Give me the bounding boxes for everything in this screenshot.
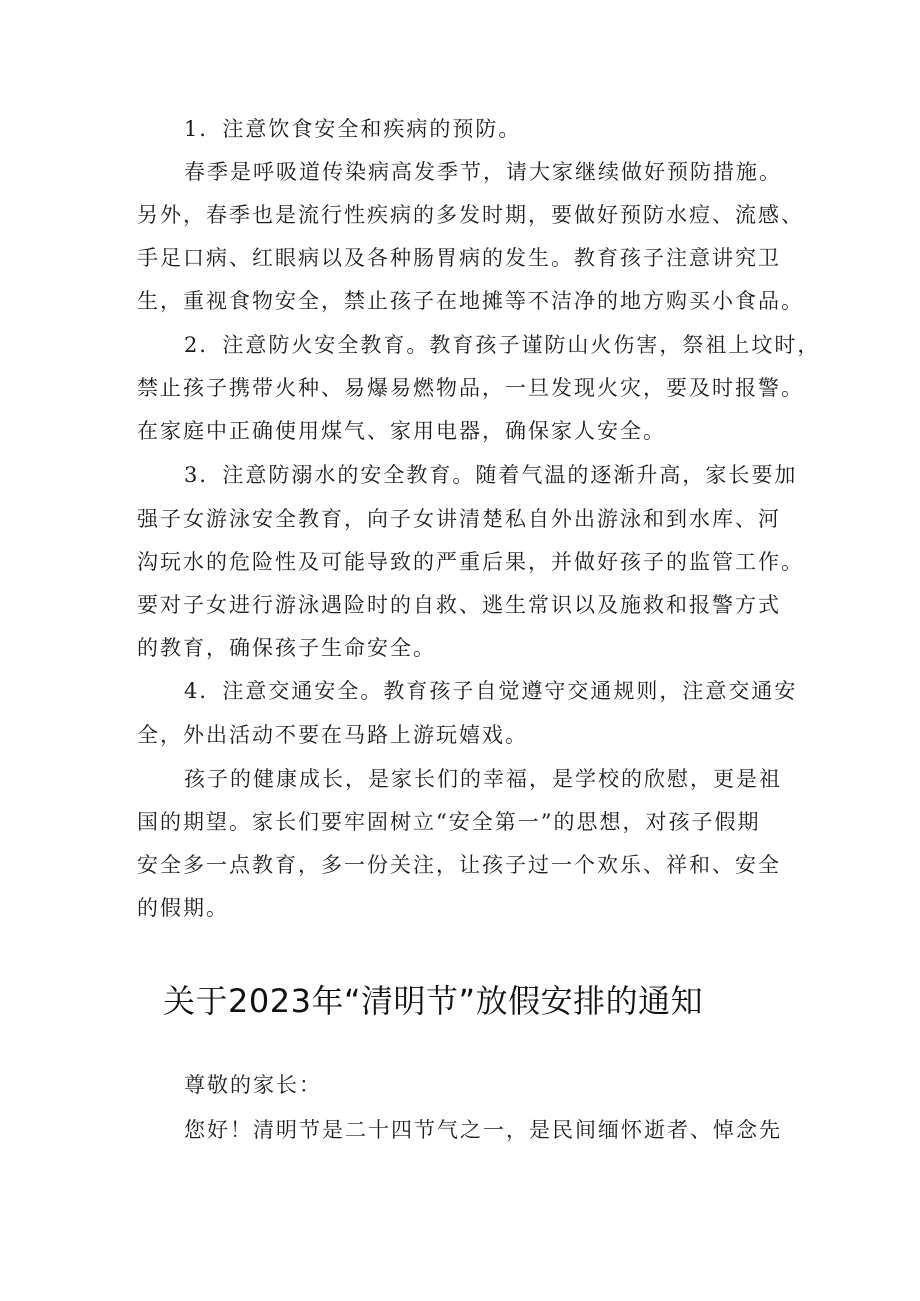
paragraph-line: 沟玩水的危险性及可能导致的严重后果，并做好孩子的监管工作。 (137, 550, 804, 574)
notice-salutation: 尊敬的家长： (184, 1073, 322, 1097)
notice-title: 关于2023年“清明节”放假安排的通知 (163, 982, 704, 1020)
paragraph-line: 春季是呼吸道传染病高发季节，请大家继续做好预防措施。 (184, 160, 782, 184)
paragraph-line: 禁止孩子携带火种、易爆易燃物品，一旦发现火灾，要及时报警。 (137, 376, 804, 400)
paragraph-line: 的教育，确保孩子生命安全。 (137, 636, 436, 660)
closing-paragraph-line: 安全多一点教育，多一份关注，让孩子过一个欢乐、祥和、安全 (137, 853, 781, 877)
notice-opening-line: 您好！清明节是二十四节气之一，是民间缅怀逝者、悼念先 (184, 1118, 782, 1142)
paragraph-line: 要对子女进行游泳遇险时的自救、逃生常识以及施救和报警方式 (137, 593, 781, 617)
item-3-heading: 3．注意防溺水的安全教育。随着气温的逐渐升高，家长要加 (184, 463, 798, 487)
closing-paragraph-line: 孩子的健康成长，是家长们的幸福，是学校的欣慰，更是祖 (184, 767, 782, 791)
paragraph-line: 在家庭中正确使用煤气、家用电器，确保家人安全。 (137, 419, 666, 443)
paragraph-line: 另外，春季也是流行性疾病的多发时期，要做好预防水痘、流感、 (137, 203, 804, 227)
paragraph-line: 全，外出活动不要在马路上游玩嬉戏。 (137, 723, 528, 747)
paragraph-line: 生，重视食物安全，禁止孩子在地摊等不洁净的地方购买小食品。 (137, 289, 804, 313)
paragraph-line: 手足口病、红眼病以及各种肠胃病的发生。教育孩子注意讲究卫 (137, 246, 781, 270)
closing-paragraph-line: 国的期望。家长们要牢固树立“安全第一”的思想，对孩子假期 (137, 810, 761, 834)
item-2-heading: 2．注意防火安全教育。教育孩子谨防山火伤害，祭祖上坟时， (184, 333, 821, 357)
item-1-heading: 1．注意饮食安全和疾病的预防。 (184, 117, 522, 141)
paragraph-line: 强子女游泳安全教育，向子女讲清楚私自外出游泳和到水库、河 (137, 507, 781, 531)
item-4-heading: 4．注意交通安全。教育孩子自觉遵守交通规则，注意交通安 (184, 679, 798, 703)
closing-paragraph-line: 的假期。 (137, 896, 229, 920)
